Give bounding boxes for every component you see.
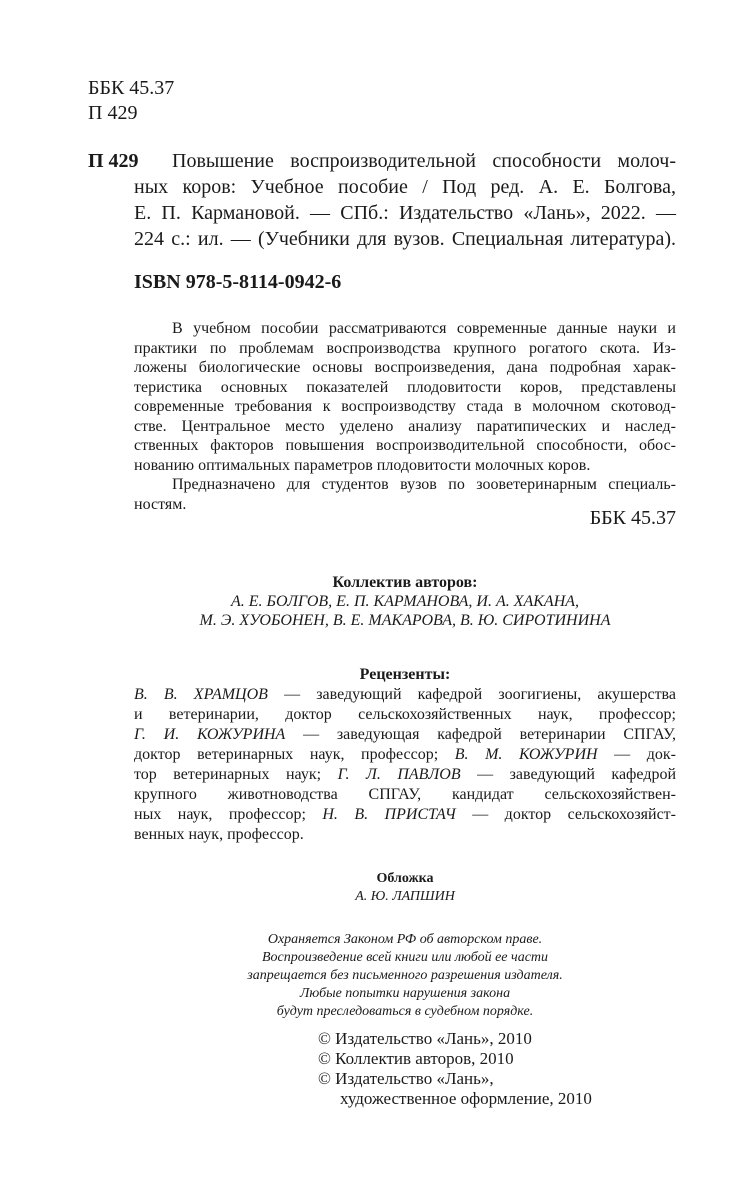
bbk-code: ББК 45.37 bbox=[88, 77, 175, 99]
reviewer-name: Н. В. ПРИСТАЧ bbox=[322, 806, 456, 823]
legal-line: Любые попытки нарушения закона bbox=[299, 986, 511, 1001]
legal-line: будут преследоваться в судебном порядке. bbox=[276, 1004, 534, 1019]
reviewer-name: В. М. КОЖУРИН bbox=[454, 746, 598, 763]
annotation-line: В учебном пособии рассматриваются современные данные науки и bbox=[172, 320, 676, 337]
audience-line: ностям. bbox=[134, 496, 187, 513]
bib-line-4: 224 с.: ил. — (Учебники для вузов. Специальная литература). bbox=[134, 228, 676, 250]
author-mark: П 429 bbox=[88, 102, 138, 124]
cover-artist: А. Ю. ЛАПШИН bbox=[355, 889, 455, 904]
reviewer-line: крупного животноводства СПГАУ, кандидат сельскохозяйствен- bbox=[134, 786, 676, 803]
annotation-line: современные требования к воспроизводству стада в молочном скотовод- bbox=[134, 398, 676, 415]
copyright-line: © Издательство «Лань», bbox=[318, 1069, 494, 1088]
reviewer-name: Г. И. КОЖУРИНА bbox=[134, 726, 286, 743]
bib-line-3: Е. П. Кармановой. — СПб.: Издательство «Лань», 2022. — bbox=[134, 202, 676, 224]
legal-line: запрещается без письменного разрешения издателя. bbox=[247, 968, 563, 983]
annotation-line: ложены биологические основы воспроизведения, дана подробная харак- bbox=[134, 359, 676, 376]
reviewer-line: тор ветеринарных наук; Г. Л. ПАВЛОВ — заведующий кафедрой bbox=[134, 766, 677, 783]
reviewer-line: венных наук, профессор. bbox=[134, 826, 304, 843]
bbk-code-bottom: ББК 45.37 bbox=[589, 507, 676, 529]
authors-heading: Коллектив авторов: bbox=[332, 574, 478, 591]
bib-line-2: ных коров: Учебное пособие / Под ред. А. Е. Болгова, bbox=[134, 176, 676, 198]
authors-line-1: А. Е. БОЛГОВ, Е. П. КАРМАНОВА, И. А. ХАКАНА, bbox=[230, 593, 580, 610]
annotation-line: нованию оптимальных параметров плодовитости молочных коров. bbox=[134, 457, 591, 474]
reviewer-line: ных наук, профессор; Н. В. ПРИСТАЧ — доктор сельскохозяйст- bbox=[134, 806, 677, 823]
authors-line-2: М. Э. ХУОБОНЕН, В. Е. МАКАРОВА, В. Ю. СИРОТИНИНА bbox=[199, 612, 611, 629]
isbn: ISBN 978-5-8114-0942-6 bbox=[134, 271, 342, 293]
annotation-line: ственных факторов повышения воспроизводительной способности, обос- bbox=[134, 437, 676, 454]
copyright-line: © Коллектив авторов, 2010 bbox=[318, 1049, 514, 1068]
reviewer-line: и ветеринарии, доктор сельскохозяйственных наук, профессор; bbox=[134, 706, 676, 723]
annotation-line: стве. Центральное место уделено анализу паратипических и наслед- bbox=[134, 418, 676, 435]
legal-line: Воспроизведение всей книги или любой ее части bbox=[261, 950, 549, 965]
reviewer-line: В. В. ХРАМЦОВ — заведующий кафедрой зоогигиены, акушерства bbox=[134, 686, 677, 703]
bib-line-1: Повышение воспроизводительной способности молоч- bbox=[172, 150, 676, 172]
reviewer-line: Г. И. КОЖУРИНА — заведующая кафедрой ветеринарии СПГАУ, bbox=[134, 726, 676, 743]
legal-line: Охраняется Законом РФ об авторском праве. bbox=[267, 932, 543, 947]
copyright-line: художественное оформление, 2010 bbox=[340, 1089, 592, 1108]
annotation-line: теристика основных показателей плодовитости коров, представлены bbox=[134, 379, 676, 396]
reviewers-heading: Рецензенты: bbox=[359, 666, 451, 683]
reviewer-name: В. В. ХРАМЦОВ bbox=[134, 686, 268, 703]
bib-label: П 429 bbox=[88, 150, 139, 172]
reviewer-name: Г. Л. ПАВЛОВ bbox=[337, 766, 461, 783]
copyright-line: © Издательство «Лань», 2010 bbox=[318, 1029, 532, 1048]
reviewer-line: доктор ветеринарных наук, профессор; В. М. КОЖУРИН — док- bbox=[134, 746, 676, 763]
cover-heading: Обложка bbox=[376, 871, 434, 886]
audience-line: Предназначено для студентов вузов по зооветеринарным специаль- bbox=[172, 476, 676, 493]
annotation-line: практики по проблемам воспроизводства крупного рогатого скота. Из- bbox=[134, 340, 676, 357]
